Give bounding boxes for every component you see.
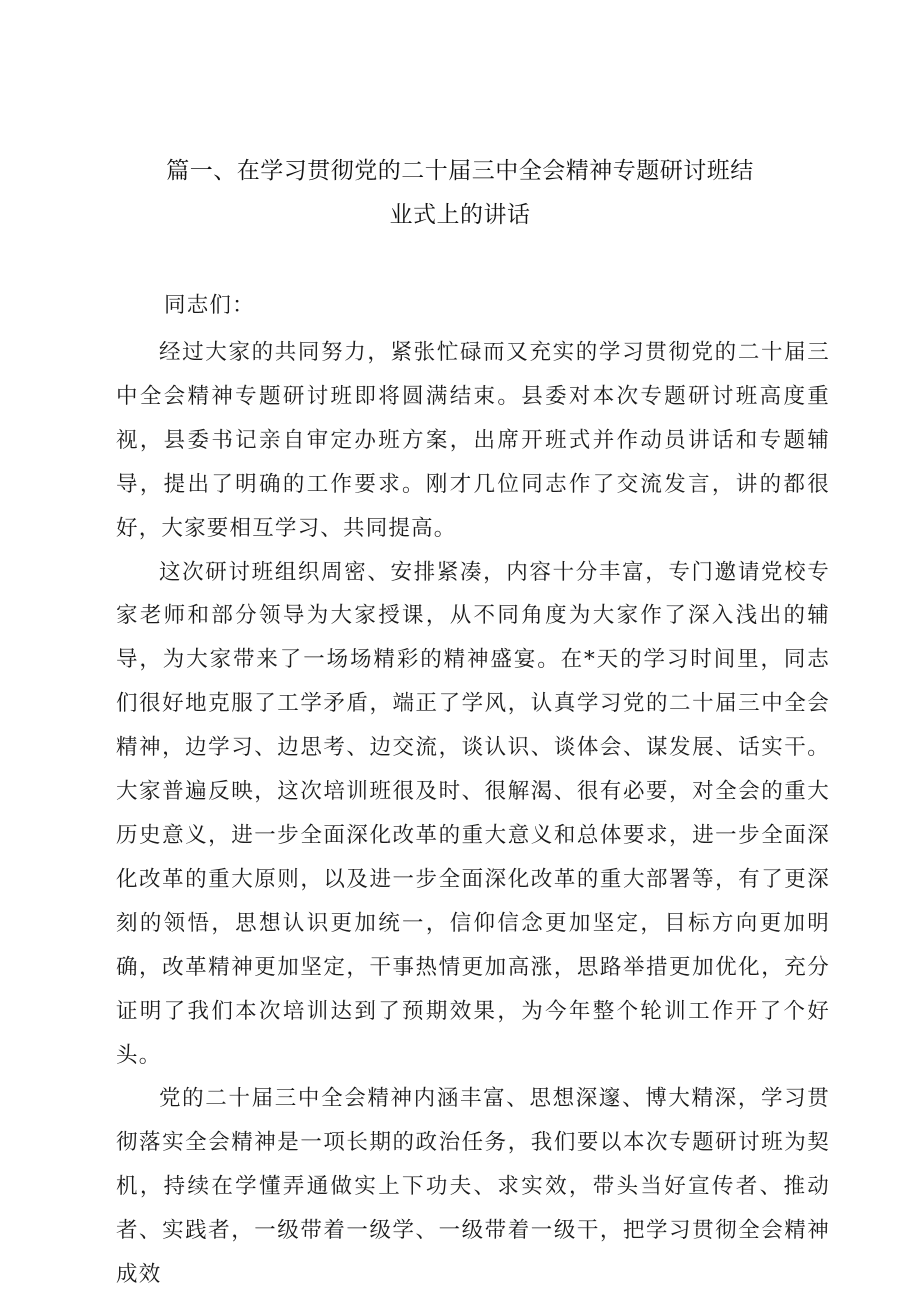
document-title-line2: 业式上的讲话 [389,202,531,228]
document-title-line1: 篇一、在学习贯彻党的二十届三中全会精神专题研讨班结 [166,158,754,184]
paragraph-2: 这次研讨班组织周密、安排紧凑，内容十分丰富，专门邀请党校专家老师和部分领导为大家授课，从不同角度为大家作了深入浅出的辅导，为大家带来了一场场精彩的精神盛宴。在*天的学习时间里，同志们很好地克服了工学矛盾，端正了学风，认真学习党的二十届三中全会精神，边学习、边思考、边交流，谈认识、谈体会、谋发展、话实干。大家普遍反映，这次培训班很及时、很解渴、很有必要，对全会的重大历史意义，进一步全面深化改革的重大意义和总体要求，进一步全面深化改革的重大原则，以及进一步全面深化改革的重大部署等，有了更深刻的领悟，思想认识更加统一，信仰信念更加坚定，目标方向更加明确，改革精神更加坚定，干事热情更加高涨，思路举措更加优化，充分证明了我们本次培训达到了预期效果，为今年整个轮训工作开了个好头。 [116,559,830,1068]
salutation: 同志们： [164,293,255,318]
paragraph-3: 党的二十届三中全会精神内涵丰富、思想深邃、博大精深，学习贯彻落实全会精神是一项长期的政治任务，我们要以本次专题研讨班为契机，持续在学懂弄通做实上下功夫、求实效，带头当好宣传者、推动者、实践者，一级带着一级学、一级带着一级干，把学习贯彻全会精神成效 [116,1086,830,1288]
document-body [116,331,830,1297]
paragraph-1: 经过大家的共同努力，紧张忙碌而又充实的学习贯彻党的二十届三中全会精神专题研讨班即将圆满结束。县委对本次专题研讨班高度重视，县委书记亲自审定办班方案，出席开班式并作动员讲话和专题辅导，提出了明确的工作要求。刚才几位同志作了交流发言，讲的都很好，大家要相互学习、共同提高。 [116,340,830,541]
